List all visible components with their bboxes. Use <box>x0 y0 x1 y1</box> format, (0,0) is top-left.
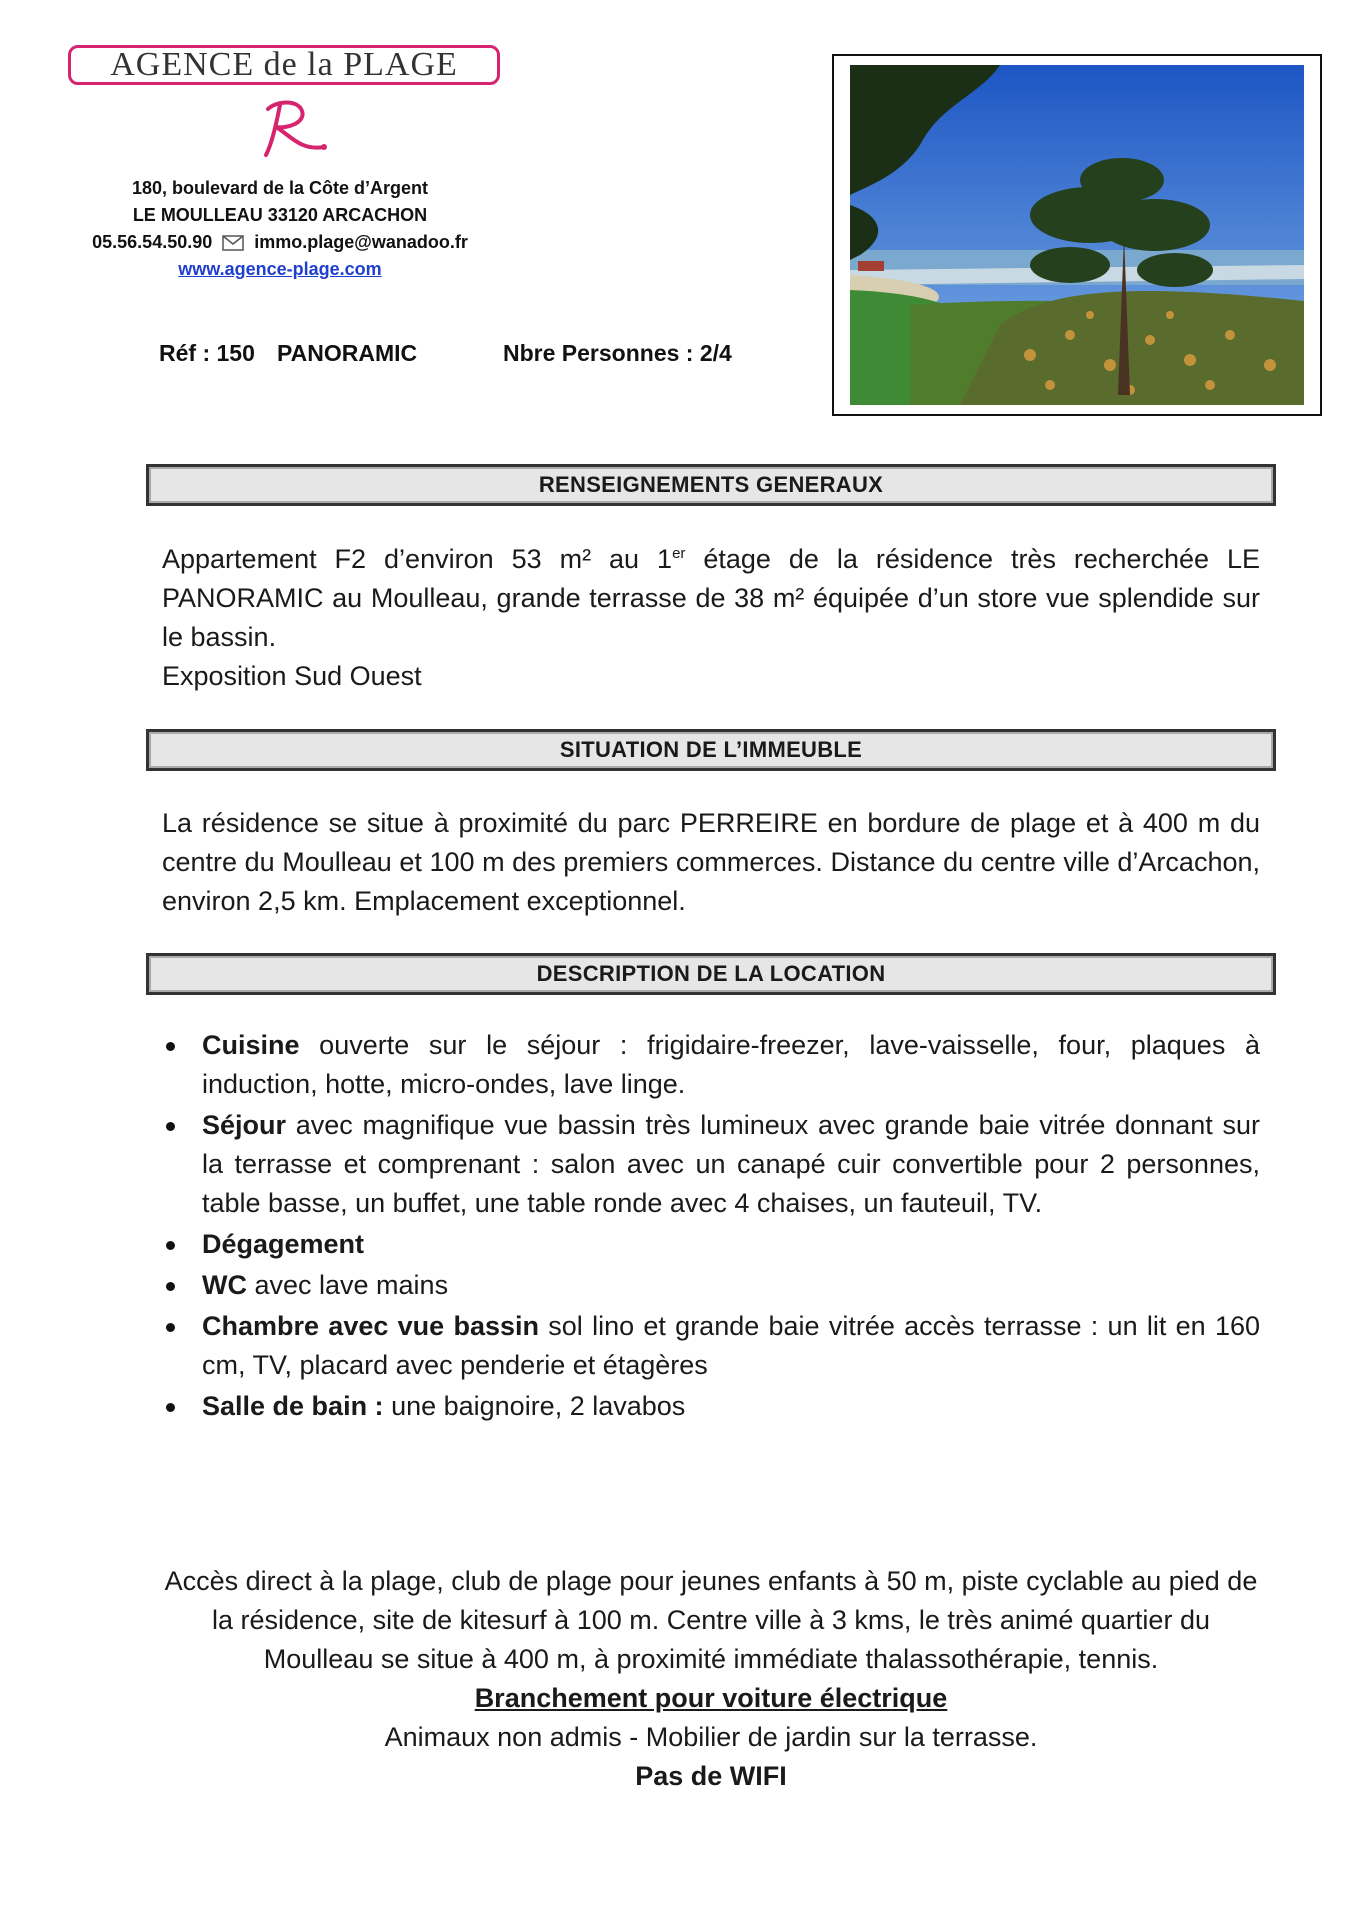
list-item-living-room: Séjour avec magnifique vue bassin très lumineux avec grande baie vitrée donnant sur la terrasse et comprenant : salon avec un canapé cuir convertible pour 2 personnes, table basse, un buffet, une table ronde avec 4 chaises, un fauteuil, TV. <box>162 1106 1260 1223</box>
agency-logo: AGENCE de la PLAGE <box>68 45 500 85</box>
list-item-hallway: Dégagement <box>162 1225 1260 1264</box>
agency-website-link[interactable]: www.agence-plage.com <box>178 259 382 279</box>
pets-furniture-note: Animaux non admis - Mobilier de jardin sur la terrasse. <box>384 1722 1038 1752</box>
situation-text: La résidence se situe à proximité du parc PERREIRE en bordure de plage et à 400 m du centre du Moulleau et 100 m des premiers commerces. Distance du centre ville d’Arcachon, environ 2,5 km. Emplacement exceptionnel. <box>162 808 1260 916</box>
agency-contact <box>60 175 500 283</box>
listing-name: PANORAMIC <box>277 340 418 366</box>
agency-phone[interactable]: 05.56.54.50.90 <box>92 232 213 252</box>
list-item-bedroom: Chambre avec vue bassin sol lino et grande baie vitrée accès terrasse : un lit en 160 cm, TV, placard avec penderie et étagères <box>162 1307 1260 1385</box>
list-item-bathroom: Salle de bain : une baignoire, 2 lavabos <box>162 1387 1260 1426</box>
agency-address: 180, boulevard de la Côte d’Argent <box>131 178 429 198</box>
room-list <box>162 1026 1260 1428</box>
exposure-text: Exposition Sud Ouest <box>162 661 422 691</box>
general-info-text <box>162 540 1260 696</box>
list-item-wc: WC avec lave mains <box>162 1266 1260 1305</box>
footer-notes <box>162 1562 1260 1796</box>
general-description: Appartement F2 d’environ 53 m² au 1er étage de la résidence très recherchée LE PANORAMIC au Moulleau, grande terrasse de 38 m² équipée d’un store vue splendide sur le bassin. <box>162 544 1260 652</box>
wifi-note: Pas de WIFI <box>635 1761 787 1791</box>
ev-charging-note: Branchement pour voiture électrique <box>474 1683 948 1713</box>
listing-ref: Réf : 150 <box>159 340 255 366</box>
agency-city: LE MOULLEAU 33120 ARCACHON <box>132 205 428 225</box>
property-photo <box>832 54 1322 416</box>
agency-phone-email <box>60 229 500 256</box>
listing-persons: Nbre Personnes : 2/4 <box>503 340 732 366</box>
section-header-situation: SITUATION DE L’IMMEUBLE <box>146 729 1276 771</box>
mail-icon <box>222 235 244 251</box>
section-header-description: DESCRIPTION DE LA LOCATION <box>146 953 1276 995</box>
seaside-pine-photo <box>850 65 1304 405</box>
list-item-kitchen: Cuisine ouverte sur le séjour : frigidaire-freezer, lave-vaisselle, four, plaques à induction, hotte, micro-ondes, lave linge. <box>162 1026 1260 1104</box>
access-text: Accès direct à la plage, club de plage pour jeunes enfants à 50 m, piste cyclable au pied de la résidence, site de kitesurf à 100 m. Centre ville à 3 kms, le très animé quartier du Moulleau se situe à 400 m, à proximité immédiate thalassothérapie, tennis. <box>164 1566 1258 1674</box>
section-header-general: RENSEIGNEMENTS GENERAUX <box>146 464 1276 506</box>
logo-r-monogram-icon <box>246 95 336 165</box>
agency-email[interactable]: immo.plage@wanadoo.fr <box>254 232 468 252</box>
